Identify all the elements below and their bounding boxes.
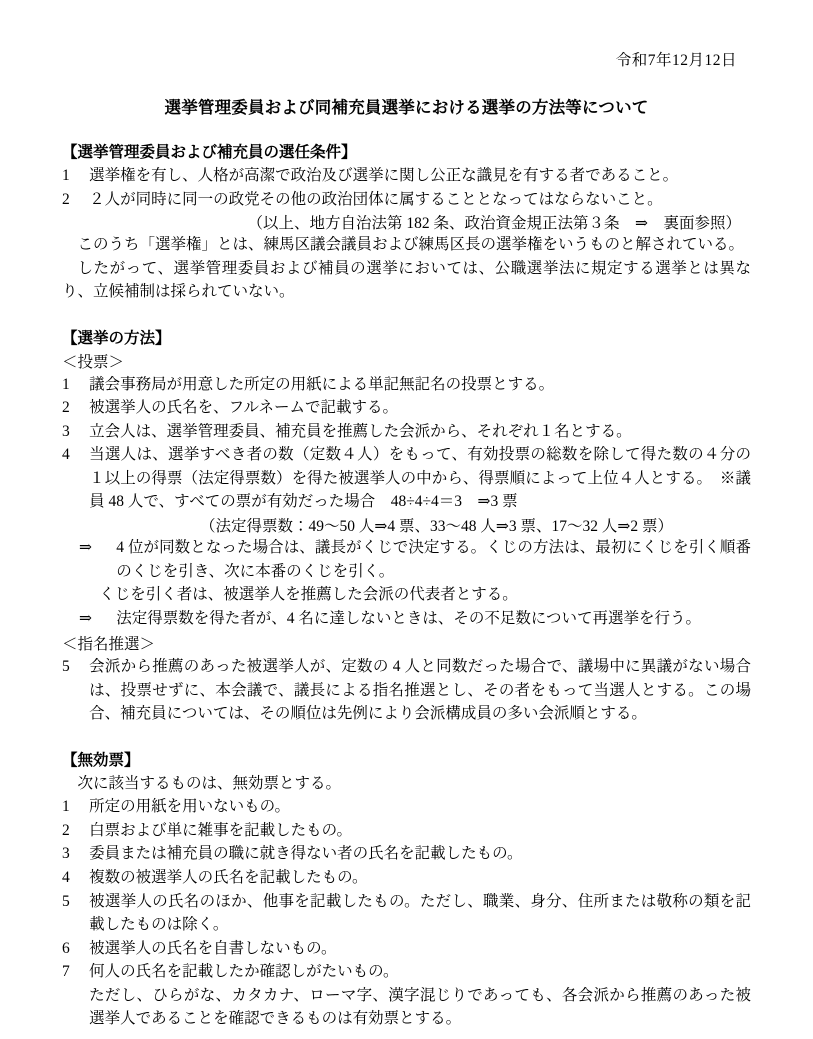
list-item-text: 被選挙人の氏名を自書しないもの。 (89, 939, 337, 957)
list-item (62, 842, 751, 866)
legal-reference-note: （以上、地方自治法第 182 条、政治資金規正法第３条 ⇒ 裏面参照） (247, 215, 741, 233)
list-item-number: 7 (62, 963, 70, 981)
list-item-text: 被選挙人の氏名のほか、他事を記載したもの。ただし、職業、身分、住所または敬称の類を記載したものは除く。 (89, 892, 751, 934)
list-item-text: 被選挙人の氏名を、フルネームで記載する。 (89, 399, 399, 417)
paragraph-invalid-lead: 次に該当するものは、無効票とする。 (77, 774, 342, 792)
arrow-note-text: 4 位が同数となった場合は、議長がくじで決定する。くじの方法は、最初にくじを引く順番のくじを引き、次に本番のくじを引く。 (116, 539, 751, 580)
list-item (62, 420, 751, 444)
list-item-number: 6 (62, 939, 70, 957)
list-item-number: 2 (62, 399, 70, 417)
list-item-number: 5 (62, 892, 70, 910)
list-item-number: 3 (62, 845, 70, 863)
list-item-number: 1 (62, 167, 70, 184)
list-item-text: 立会人は、選挙管理委員、補充員を推薦した会派から、それぞれ１名とする。 (89, 422, 632, 440)
list-item-number: 2 (62, 821, 70, 839)
list-item-text: 白票および単に雑事を記載したもの。 (89, 821, 353, 839)
list-item (62, 443, 751, 514)
list-item-number: 1 (62, 375, 70, 393)
list-item-text: 所定の用紙を用いないもの。 (89, 798, 291, 816)
list-item-number: 4 (62, 869, 70, 887)
arrow-note-text: 法定得票数を得た者が、4 名に達しないときは、その不足数について再選挙を行う。 (116, 609, 702, 627)
list-item-number: 3 (62, 422, 70, 440)
list-item-text: 複数の被選挙人の氏名を記載したもの。 (89, 869, 368, 887)
section-heading-selection-conditions: 【選挙管理委員および補充員の選任条件】 (62, 144, 357, 161)
list-item (62, 960, 751, 984)
list-item-text: 選挙権を有し、人格が高潔で政治及び選挙に関し公正な識見を有する者であること。 (89, 167, 679, 184)
paragraph-lot-drawer: くじを引く者は、被選挙人を推薦した会派の代表者とする。 (99, 586, 518, 604)
list-item (62, 937, 751, 961)
list-item-number: 2 (62, 190, 70, 208)
section-heading-election-method: 【選挙の方法】 (62, 329, 171, 347)
list-item (62, 164, 751, 188)
list-item-number: 1 (62, 798, 70, 816)
paragraph-no-candidacy: したがって、選挙管理委員および補員の選挙においては、公職選挙法に規定する選挙とは異なり、立候補制は採られていない。 (62, 259, 751, 301)
section-heading-invalid-votes: 【無効票】 (62, 751, 140, 769)
page-title: 選挙管理委員および同補充員選挙における選挙の方法等について (164, 98, 649, 117)
list-item (62, 866, 751, 890)
paragraph-invalid-exception: ただし、ひらがな、カタカナ、ローマ字、漢字混じりであっても、各会派から推薦のあった被選挙人であることを確認できるものは有効票とする。 (89, 986, 751, 1028)
list-item (62, 396, 751, 420)
list-item-text: 委員または補充員の職に就き得ない者の氏名を記載したもの。 (89, 845, 523, 863)
list-item-text: ２人が同時に同一の政党その他の政治団体に属することとなってはならないこと。 (89, 190, 663, 208)
arrow-note-re-election (62, 607, 751, 631)
list-item (62, 819, 751, 843)
arrow-icon: ⇒ (79, 539, 93, 557)
list-item-text: 何人の氏名を記載したか確認しがたいもの。 (89, 963, 399, 981)
list-item (62, 188, 751, 212)
document-date: 令和7年12月12日 (615, 52, 737, 69)
list-item (62, 795, 751, 819)
paragraph-voting-right: このうち「選挙権」とは、練馬区議会議員および練馬区長の選挙権をいうものと解されている。 (77, 236, 745, 254)
list-item-text: 議会事務局が用意した所定の用紙による単記無記名の投票とする。 (89, 375, 555, 393)
arrow-icon: ⇒ (79, 609, 93, 627)
sub-heading-nomination: ＜指名推選＞ (62, 636, 156, 654)
list-item (62, 373, 751, 397)
sub-heading-voting: ＜投票＞ (62, 353, 125, 371)
list-item-text: 会派から推薦のあった被選挙人が、定数の 4 人と同数だった場合で、議場中に異議がない場合は、投票せずに、本会議で、議長による指名推選とし、その者をもって当選人とする。この場合、補充員については、その順位は先例により会派構成員の多い会派順とする。 (89, 658, 751, 723)
list-item-text: 当選人は、選挙すべき者の数（定数４人）をもって、有効投票の総数を除して得た数の４分の１以上の得票（法定得票数）を得た被選挙人の中から、得票順によって上位４人とする。 ※議員 48 人で、すべての票が有効だった場合 48÷4÷4＝3 ⇒3 票 (89, 446, 751, 511)
legal-vote-threshold-note: （法定得票数：49～50 人⇒4 票、33～48 人⇒3 票、17～32 人⇒2 票） (200, 518, 673, 536)
list-item (62, 890, 751, 937)
list-item-number: 4 (62, 446, 70, 464)
list-item (62, 655, 751, 726)
arrow-note-tie-break (62, 536, 751, 583)
list-item-number: 5 (62, 658, 70, 676)
